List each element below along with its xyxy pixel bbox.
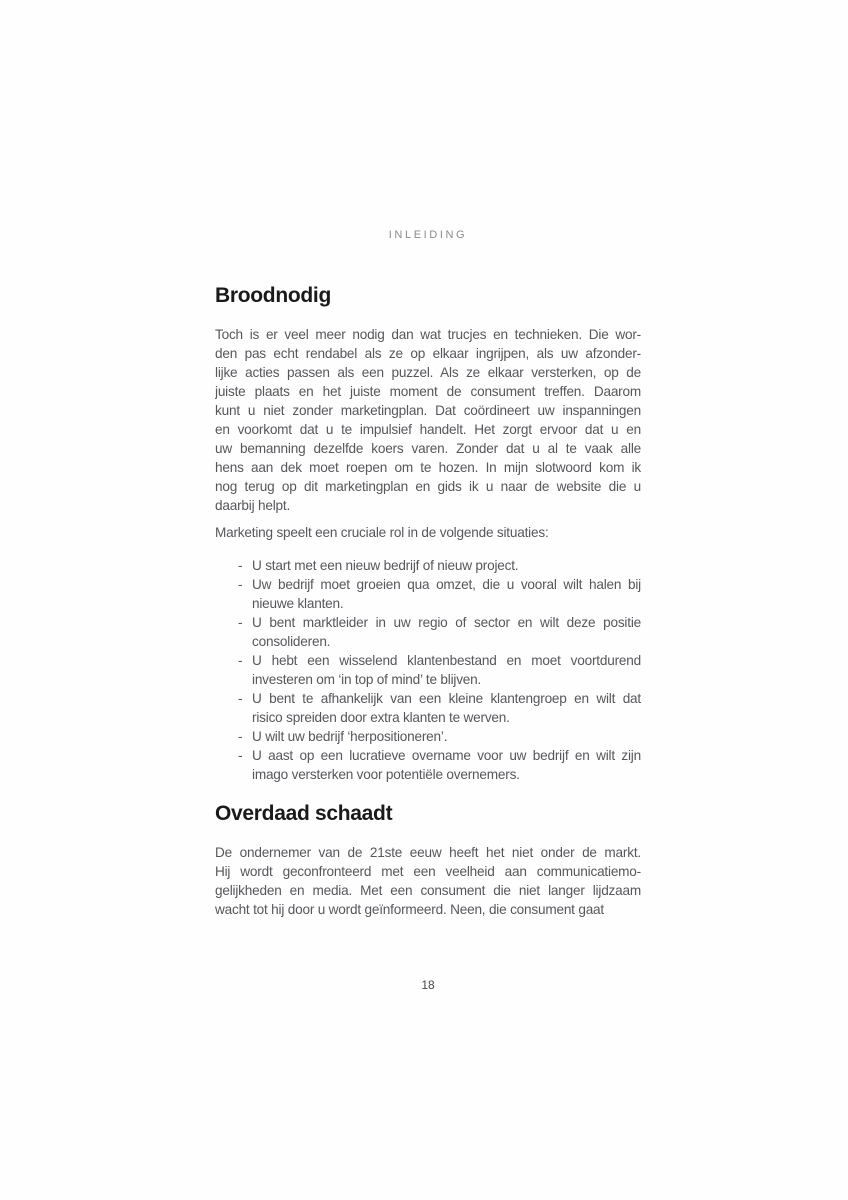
text-line: Uw bedrijf moet groeien qua omzet, die u vooral wilt halen bij [252,577,641,592]
text-line: uw bemanning dezelfde koers varen. Zonder dat u al te vaak alle [215,441,641,456]
text-line: De ondernemer van de 21ste eeuw heeft het niet onder de markt. [215,845,641,860]
text-line: hens aan dek moet roepen om te hozen. In mijn slotwoord kom ik [215,460,641,475]
text-line: U wilt uw bedrijf ‘herpositioneren’. [252,729,448,744]
section-heading: Overdaad schaadt [215,802,393,825]
page-number: 18 [421,978,435,992]
text-line: nog terug op dit marketingplan en gids ik u naar de website die u [215,479,641,494]
text-line: den pas echt rendabel als ze op elkaar ingrijpen, als uw afzonder- [215,346,641,361]
list-item [215,556,641,575]
list-item [215,746,641,784]
section-heading: Broodnodig [215,284,331,307]
text-line: Toch is er veel meer nodig dan wat trucjes en technieken. Die wor- [215,327,641,342]
list-item [215,651,641,689]
text-line: consolideren. [252,634,331,649]
text-line: Marketing speelt een cruciale rol in de volgende situaties: [215,525,549,540]
running-header: INLEIDING [388,229,468,241]
text-line: lijke acties passen als een puzzel. Als ze elkaar versterken, op de [215,365,641,380]
text-line: nieuwe klanten. [252,596,344,611]
text-line: U bent marktleider in uw regio of sector en wilt deze positie [252,615,641,630]
dash-bullet: - [238,691,243,706]
dash-bullet: - [238,653,243,668]
dash-bullet: - [238,615,243,630]
bullet-text [252,746,641,784]
content-column [215,284,641,919]
text-line: Hij wordt geconfronteerd met een veelheid aan communicatiemo- [215,864,641,879]
bullet-text [252,689,641,727]
bullet-text [252,556,641,575]
bullet-text [252,575,641,613]
bullet-text [252,651,641,689]
text-line: kunt u niet zonder marketingplan. Dat coördineert uw inspanningen [215,403,641,418]
text-line: gelijkheden en media. Met een consument die niet langer lijdzaam [215,883,641,898]
text-line: U hebt een wisselend klantenbestand en moet voortdurend [252,653,641,668]
list-item [215,613,641,651]
text-line: U start met een nieuw bedrijf of nieuw project. [252,558,519,573]
bullet-list [215,556,641,784]
bullet-text [252,727,641,746]
paragraph [215,523,641,542]
bullet-text [252,613,641,651]
text-line: imago versterken voor potentiële overnemers. [252,767,520,782]
paragraph [215,843,641,919]
list-item [215,727,641,746]
text-line: investeren om ‘in top of mind’ te blijven. [252,672,482,687]
paragraph [215,325,641,515]
text-line: U bent te afhankelijk van een kleine klantengroep en wilt dat [252,691,641,706]
text-line: U aast op een lucratieve overname voor uw bedrijf en wilt zijn [252,748,641,763]
dash-bullet: - [238,558,243,573]
text-line: en voorkomt dat u te impulsief handelt. Het zorgt ervoor dat u en [215,422,641,437]
text-line: daarbij helpt. [215,498,291,513]
text-line: juiste plaats en het juiste moment de consument treffen. Daarom [215,384,641,399]
dash-bullet: - [238,748,243,763]
dash-bullet: - [238,729,243,744]
text-line: wacht tot hij door u wordt geïnformeerd. Neen, die consument gaat [215,902,604,917]
dash-bullet: - [238,577,243,592]
list-item [215,689,641,727]
text-line: risico spreiden door extra klanten te werven. [252,710,510,725]
list-item [215,575,641,613]
